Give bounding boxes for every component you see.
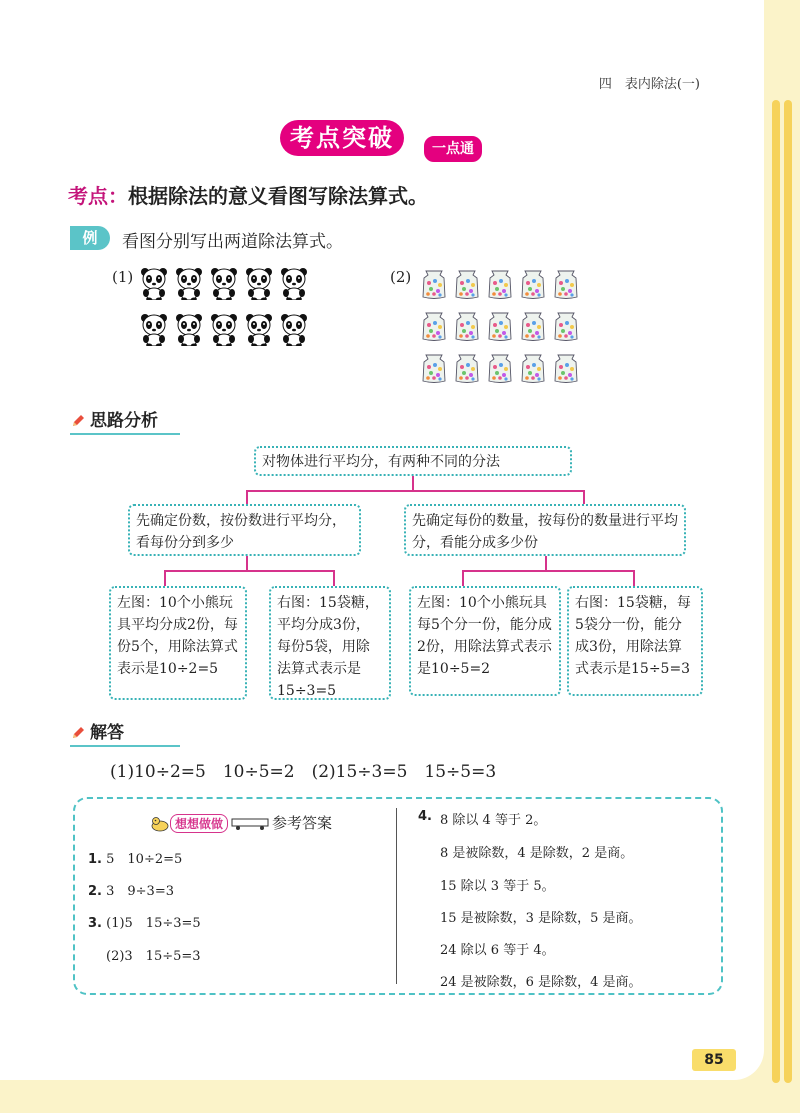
reference-title-text: 参考答案 [272,814,333,832]
pencil-icon [70,725,86,741]
pencil-icon [70,413,86,429]
reference-divider [396,808,397,984]
page-number: 85 [692,1049,736,1071]
candy-bag [419,352,449,384]
banner-main: 考点突破 [280,120,404,156]
ref-answer-4-line: 8 除以 4 等于 2。 [440,813,547,828]
analysis-leaf-4: 右图：15袋糖，每5袋分一份，能分成3份，用除法算式表示是15÷5=3 [567,586,703,696]
solution-answer: (1)10÷2=5 10÷5=2 (2)15÷3=5 15÷5=3 [110,762,497,782]
candy-bag [518,352,548,384]
ref-answer-4-line: 24 是被除数，6 是除数，4 是商。 [440,975,642,990]
connector [246,490,248,504]
panda-toy [209,312,239,346]
panda-toy [209,266,239,300]
analysis-root: 对物体进行平均分，有两种不同的分法 [254,446,572,476]
analysis-title-text: 思路分析 [90,411,158,431]
banner-sub: 一点通 [422,134,484,164]
panda-toy [244,266,274,300]
section-banner [280,116,520,166]
candy-bag [551,310,581,342]
panda-toy [279,312,309,346]
ref-num: 3. [88,916,102,931]
connector [164,570,334,572]
analysis-left-branch: 先确定份数，按份数进行平均分，看每份分到多少 [128,504,361,556]
chapter-header: 四 表内除法(一) [598,77,700,92]
panda-toy [279,266,309,300]
connector [462,570,634,572]
ref-answer-2 [88,880,174,899]
analysis-right-branch: 先确定每份的数量，按每份的数量进行平均分，看能分成多少份 [404,504,686,556]
key-point [68,180,428,209]
ref-answer-4-num: 4. [418,809,432,824]
panda-toy [174,312,204,346]
reference-title [150,812,332,833]
candy-bag [452,268,482,300]
candy-bag [419,310,449,342]
analysis-leaf-2: 右图：15袋糖，平均分成3份，每份5袋，用除法算式表示是15÷3=5 [269,586,391,700]
duck-icon [150,816,170,832]
connector [412,476,414,490]
page-edge [784,100,792,1083]
connector [545,556,547,570]
connector [246,556,248,570]
ref-answer-3b [106,945,201,964]
candy-bag [452,310,482,342]
example-text: 看图分别写出两道除法算式。 [122,232,343,252]
candy-bag [551,268,581,300]
ref-answer-1 [88,848,182,867]
candy-bag [485,268,515,300]
panda-toy [174,266,204,300]
key-point-text: 根据除法的意义看图写除法算式。 [128,184,428,208]
solution-title [70,718,124,743]
connector [246,490,584,492]
analysis-title [70,406,158,431]
ref-answer-4-line: 8 是被除数，4 是除数，2 是商。 [440,846,634,861]
candy-bag [452,352,482,384]
panda-toy [139,266,169,300]
candy-bag [485,352,515,384]
connector [583,490,585,504]
title-underline [70,745,180,747]
connector [164,570,166,586]
reference-tag: 想想做做 [170,814,228,833]
analysis-leaf-3: 左图：10个小熊玩具每5个分一份，能分成2份，用除法算式表示是10÷5=2 [409,586,561,696]
ref-num: 1. [88,852,102,867]
ref-text: 5 10÷2=5 [106,852,183,867]
candy-bag [518,310,548,342]
panda-toy [139,312,169,346]
key-point-label: 考点： [68,184,128,208]
ref-num: 2. [88,884,102,899]
ref-text: 3 9÷3=3 [106,884,174,899]
title-underline [70,433,180,435]
connector [462,570,464,586]
candy-bag [551,352,581,384]
figure-1-label: (1) [112,268,134,286]
candy-bag [419,268,449,300]
ref-text: (1)5 15÷3=5 [106,916,201,931]
ref-answer-3 [88,912,201,931]
analysis-leaf-1: 左图：10个小熊玩具平均分成2份，每份5个，用除法算式表示是10÷2=5 [109,586,247,700]
figure-2-label: (2) [390,268,412,286]
ref-answer-4-line: 15 是被除数，3 是除数，5 是商。 [440,911,642,926]
page-edge [772,100,780,1083]
candy-bag [518,268,548,300]
cart-icon [230,817,272,831]
connector [333,570,335,586]
ref-answer-4-line: 24 除以 6 等于 4。 [440,943,555,958]
candy-bag [485,310,515,342]
ref-text: (2)3 15÷5=3 [106,949,201,964]
connector [633,570,635,586]
panda-toy [244,312,274,346]
ref-answer-4-line: 15 除以 3 等于 5。 [440,879,555,894]
solution-title-text: 解答 [90,723,124,743]
example-badge: 例 [70,226,110,250]
